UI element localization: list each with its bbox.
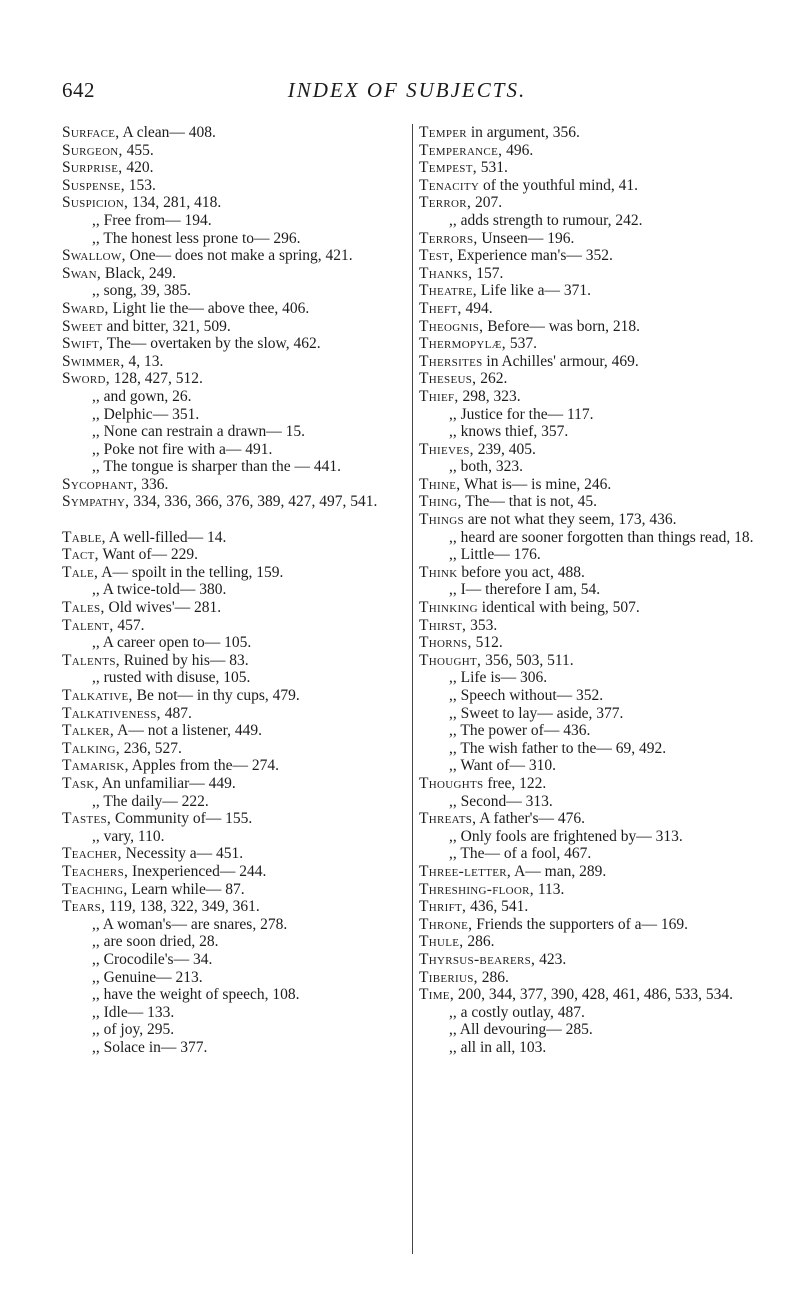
- entry-heading: Thanks,: [419, 264, 473, 282]
- page-header: [62, 78, 752, 110]
- index-entry: [419, 265, 759, 283]
- entry-heading: Thermopylæ,: [419, 335, 506, 353]
- entry-heading: Thinking: [419, 599, 478, 617]
- index-entry: [419, 300, 759, 318]
- entry-heading: Throne,: [419, 915, 473, 933]
- entry-text: ,, The— of a fool, 467.: [449, 845, 592, 863]
- index-subentry: [419, 1039, 759, 1057]
- entry-text: The— overtaken by the slow, 462.: [103, 335, 321, 353]
- entry-heading: Tenacity: [419, 176, 480, 194]
- index-subentry: [62, 1004, 397, 1022]
- index-entry: [419, 511, 759, 529]
- index-subentry: [62, 406, 397, 424]
- entry-heading: Talkative,: [62, 687, 133, 704]
- entry-heading: Sward,: [62, 299, 109, 317]
- entry-heading: Table,: [62, 528, 106, 546]
- entry-text: ,, A woman's— are snares, 278.: [92, 915, 288, 933]
- entry-heading: Tiberius,: [419, 968, 478, 986]
- index-entry: [62, 705, 397, 723]
- entry-heading: Teacher,: [62, 845, 122, 863]
- index-entry: [62, 335, 397, 353]
- entry-heading: Three-letter,: [419, 862, 512, 880]
- running-title: INDEX OF SUBJECTS.: [287, 78, 527, 102]
- index-entry: [419, 493, 759, 511]
- entry-heading: Thorns,: [419, 634, 472, 652]
- index-subentry: [62, 230, 397, 248]
- index-entry: [62, 370, 397, 388]
- entry-text: ,, Speech without— 352.: [449, 687, 604, 704]
- entry-heading: Talker,: [62, 722, 115, 740]
- entry-heading: Theatre,: [419, 282, 477, 300]
- index-entry: [62, 881, 397, 899]
- entry-heading: Threats,: [419, 810, 477, 828]
- index-subentry: [62, 969, 397, 987]
- entry-heading: Task,: [62, 774, 99, 792]
- entry-text: 298, 323.: [458, 387, 521, 405]
- index-entry: [62, 810, 397, 828]
- index-subentry: [62, 458, 397, 476]
- entry-heading: Thersites: [419, 352, 483, 370]
- entry-heading: Time,: [419, 986, 455, 1004]
- entry-text: ,, The daily— 222.: [92, 792, 209, 810]
- index-entry: [62, 564, 397, 582]
- entry-text: ,, Little— 176.: [449, 546, 541, 564]
- index-entry: [419, 652, 759, 670]
- index-entry: [419, 881, 759, 899]
- index-entry: [62, 194, 397, 212]
- index-subentry: [419, 669, 759, 687]
- entry-text: ,, of joy, 295.: [92, 1021, 175, 1039]
- entry-heading: Things: [419, 511, 464, 529]
- index-entry: [419, 564, 759, 582]
- index-subentry: [419, 212, 759, 230]
- entry-text: ,, rusted with disuse, 105.: [92, 669, 251, 687]
- entry-heading: Temperance,: [419, 141, 503, 159]
- index-subentry: [62, 634, 397, 652]
- index-subentry: [62, 669, 397, 687]
- index-column-right: [412, 124, 759, 1254]
- page-number: 642: [62, 78, 95, 102]
- index-entry: [62, 898, 397, 916]
- index-entry: [419, 617, 759, 635]
- entry-heading: Thoughts: [419, 774, 484, 792]
- entry-text: ,, Justice for the— 117.: [449, 405, 594, 423]
- index-subentry: [62, 423, 397, 441]
- index-subentry: [62, 441, 397, 459]
- index-entry: [419, 194, 759, 212]
- index-entry: [62, 757, 397, 775]
- index-subentry: [419, 423, 759, 441]
- entry-text: A— spoilt in the telling, 159.: [98, 563, 284, 581]
- index-subentry: [419, 705, 759, 723]
- entry-text: 200, 344, 377, 390, 428, 461, 486, 533, 534.: [454, 986, 734, 1004]
- entry-text: 420.: [122, 159, 154, 177]
- entry-text: 423.: [535, 950, 567, 968]
- entry-text: before you act, 488.: [457, 563, 585, 581]
- index-subentry: [62, 933, 397, 951]
- entry-text: ,, Solace in— 377.: [92, 1038, 208, 1056]
- entry-text: 262.: [476, 370, 508, 388]
- entry-text: Community of— 155.: [111, 810, 253, 828]
- entry-text: Unseen— 196.: [477, 229, 575, 247]
- index-entry: [419, 898, 759, 916]
- entry-text: ,, The wish father to the— 69, 492.: [449, 739, 667, 757]
- index-entry: [419, 951, 759, 969]
- index-subentry: [419, 458, 759, 476]
- entry-heading: Threshing-floor,: [419, 880, 534, 898]
- index-entry: [62, 599, 397, 617]
- index-entry: [62, 177, 397, 195]
- entry-text: ,, Free from— 194.: [92, 211, 212, 229]
- index-entry: [419, 142, 759, 160]
- index-entry: [62, 617, 397, 635]
- index-entry: [419, 969, 759, 987]
- index-entry: [419, 230, 759, 248]
- entry-text: 436, 541.: [466, 898, 529, 916]
- index-entry: [62, 652, 397, 670]
- index-subentry: [419, 581, 759, 599]
- index-subentry: [62, 951, 397, 969]
- index-entry: [419, 370, 759, 388]
- index-entry: [419, 247, 759, 265]
- entry-heading: Suspense,: [62, 176, 125, 194]
- entry-text: ,, The honest less prone to— 296.: [92, 229, 301, 247]
- entry-text: Black, 249.: [101, 264, 176, 282]
- index-entry: [419, 810, 759, 828]
- entry-text: Be not— in thy cups, 479.: [132, 687, 300, 704]
- entry-text: free, 122.: [483, 774, 547, 792]
- entry-text: Inexperienced— 244.: [128, 862, 267, 880]
- index-entry: [419, 159, 759, 177]
- entry-text: identical with being, 507.: [477, 599, 640, 617]
- index-entry: [62, 493, 397, 511]
- entry-heading: Talent,: [62, 616, 114, 634]
- entry-text: 336.: [137, 475, 169, 493]
- entry-text: 119, 138, 322, 349, 361.: [105, 898, 260, 916]
- entry-text: ,, adds strength to rumour, 242.: [449, 211, 643, 229]
- entry-heading: Tales,: [62, 599, 105, 617]
- entry-heading: Surgeon,: [62, 141, 123, 159]
- entry-text: 531.: [476, 159, 508, 177]
- entry-text: 457.: [113, 616, 145, 634]
- entry-text: are not what they seem, 173, 436.: [463, 511, 677, 529]
- entry-text: ,, Poke not fire with a— 491.: [92, 440, 273, 458]
- index-subentry: [419, 722, 759, 740]
- index-entry: [62, 159, 397, 177]
- index-subentry: [419, 793, 759, 811]
- index-subentry: [419, 406, 759, 424]
- index-entry: [62, 142, 397, 160]
- entry-text: Life like a— 371.: [476, 282, 591, 300]
- entry-heading: Tale,: [62, 563, 99, 581]
- section-gap: [62, 511, 397, 529]
- entry-heading: Tempest,: [419, 159, 477, 177]
- entry-text: ,, Sweet to lay— aside, 377.: [449, 704, 624, 722]
- entry-text: ,, and gown, 26.: [92, 387, 192, 405]
- entry-heading: Talkativeness,: [62, 704, 161, 722]
- entry-heading: Thief,: [419, 387, 459, 405]
- entry-text: ,, All devouring— 285.: [449, 1021, 593, 1039]
- entry-text: Light lie the— above thee, 406.: [108, 299, 310, 317]
- entry-text: ,, None can restrain a drawn— 15.: [92, 423, 306, 441]
- entry-text: ,, heard are sooner forgotten than things read, 18.: [449, 528, 754, 546]
- entry-text: An unfamiliar— 449.: [98, 774, 236, 792]
- entry-text: of the youthful mind, 41.: [479, 176, 639, 194]
- index-subentry: [419, 529, 759, 547]
- index-subentry: [62, 1021, 397, 1039]
- index-subentry: [419, 845, 759, 863]
- index-entry: [419, 916, 759, 934]
- index-entry: [62, 775, 397, 793]
- entry-heading: Test,: [419, 247, 454, 265]
- entry-heading: Teachers,: [62, 862, 129, 880]
- index-subentry: [62, 282, 397, 300]
- index-subentry: [419, 757, 759, 775]
- entry-text: A well-filled— 14.: [105, 528, 227, 546]
- entry-text: A— man, 289.: [511, 862, 607, 880]
- entry-heading: Temper: [419, 124, 467, 141]
- entry-heading: Surface,: [62, 124, 120, 141]
- index-entry: [62, 124, 397, 142]
- index-entry: [62, 863, 397, 881]
- entry-heading: Theseus,: [419, 370, 477, 388]
- entry-heading: Thyrsus-bearers,: [419, 950, 536, 968]
- entry-heading: Thine,: [419, 475, 461, 493]
- index-entry: [419, 441, 759, 459]
- index-subentry: [62, 581, 397, 599]
- entry-text: ,, song, 39, 385.: [92, 282, 192, 300]
- entry-text: 512.: [471, 634, 503, 652]
- entry-heading: Talents,: [62, 651, 120, 669]
- entry-text: 113.: [533, 880, 565, 898]
- index-subentry: [62, 388, 397, 406]
- index-entry: [62, 687, 397, 705]
- index-entry: [419, 124, 759, 142]
- index-subentry: [419, 828, 759, 846]
- entry-heading: Thought,: [419, 651, 482, 669]
- entry-text: Friends the supporters of a— 169.: [472, 915, 689, 933]
- entry-text: ,, Delphic— 351.: [92, 405, 200, 423]
- index-entry: [419, 177, 759, 195]
- entry-heading: Terror,: [419, 194, 472, 212]
- entry-text: 207.: [471, 194, 503, 212]
- index-entry: [62, 546, 397, 564]
- entry-text: 494.: [461, 299, 493, 317]
- entry-text: ,, Crocodile's— 34.: [92, 950, 213, 968]
- index-entry: [62, 529, 397, 547]
- entry-heading: Thrift,: [419, 898, 467, 916]
- index-subentry: [62, 828, 397, 846]
- index-subentry: [62, 793, 397, 811]
- entry-heading: Thing,: [419, 493, 462, 511]
- index-subentry: [419, 687, 759, 705]
- entry-text: ,, I— therefore I am, 54.: [449, 581, 601, 599]
- entry-text: Necessity a— 451.: [121, 845, 244, 863]
- entry-heading: Sweet: [62, 317, 103, 335]
- entry-text: One— does not make a spring, 421.: [125, 247, 353, 265]
- entry-text: Learn while— 87.: [127, 880, 245, 898]
- index-subentry: [419, 546, 759, 564]
- entry-text: 353.: [466, 616, 498, 634]
- entry-heading: Thirst,: [419, 616, 467, 634]
- entry-text: Old wives'— 281.: [104, 599, 222, 617]
- entry-text: 128, 427, 512.: [109, 370, 203, 388]
- index-entry: [419, 335, 759, 353]
- entry-heading: Think: [419, 563, 458, 581]
- entry-text: ,, Idle— 133.: [92, 1003, 175, 1021]
- entry-text: ,, A career open to— 105.: [92, 634, 252, 652]
- index-entry: [419, 353, 759, 371]
- index-entry: [419, 986, 759, 1004]
- entry-text: What is— is mine, 246.: [460, 475, 612, 493]
- entry-heading: Swallow,: [62, 247, 126, 265]
- entry-text: ,, are soon dried, 28.: [92, 933, 219, 951]
- index-subentry: [62, 212, 397, 230]
- index-entry: [62, 740, 397, 758]
- index-subentry: [62, 986, 397, 1004]
- entry-text: ,, Genuine— 213.: [92, 968, 203, 986]
- index-entry: [419, 863, 759, 881]
- index-entry: [62, 353, 397, 371]
- entry-text: and bitter, 321, 509.: [102, 317, 231, 335]
- entry-text: ,, A twice-told— 380.: [92, 581, 227, 599]
- entry-text: 537.: [505, 335, 537, 353]
- entry-heading: Sympathy,: [62, 493, 130, 511]
- entry-text: Want of— 229.: [98, 546, 199, 564]
- index-entry: [62, 247, 397, 265]
- entry-text: 286.: [477, 968, 509, 986]
- entry-heading: Sycophant,: [62, 475, 138, 493]
- entry-text: Before— was born, 218.: [483, 317, 641, 335]
- entry-text: 134, 281, 418.: [128, 194, 222, 212]
- entry-text: 4, 13.: [124, 352, 164, 370]
- entry-heading: Tastes,: [62, 810, 112, 828]
- index-subentry: [419, 740, 759, 758]
- index-entry: [62, 845, 397, 863]
- entry-text: 153.: [124, 176, 156, 194]
- entry-text: ,, The tongue is sharper than the — 441.: [92, 458, 341, 476]
- index-entry: [62, 476, 397, 494]
- entry-heading: Terrors,: [419, 229, 478, 247]
- entry-heading: Tears,: [62, 898, 106, 916]
- entry-text: Ruined by his— 83.: [119, 651, 249, 669]
- entry-heading: Thieves,: [419, 440, 474, 458]
- entry-heading: Theft,: [419, 299, 462, 317]
- entry-text: ,, vary, 110.: [92, 827, 165, 845]
- index-entry: [62, 265, 397, 283]
- entry-text: 157.: [472, 264, 504, 282]
- index-subentry: [419, 1004, 759, 1022]
- index-entry: [419, 933, 759, 951]
- entry-heading: Tact,: [62, 546, 99, 564]
- entry-heading: Talking,: [62, 739, 120, 757]
- entry-text: The— that is not, 45.: [461, 493, 597, 511]
- entry-text: ,, Want of— 310.: [449, 757, 556, 775]
- index-entry: [419, 388, 759, 406]
- entry-text: 239, 405.: [473, 440, 536, 458]
- entry-heading: Thule,: [419, 933, 464, 951]
- entry-text: Experience man's— 352.: [453, 247, 613, 265]
- entry-text: ,, knows thief, 357.: [449, 423, 569, 441]
- entry-heading: Theognis,: [419, 317, 484, 335]
- entry-heading: Surprise,: [62, 159, 123, 177]
- index-entry: [62, 300, 397, 318]
- entry-text: Apples from the— 274.: [128, 757, 280, 775]
- entry-heading: Sword,: [62, 370, 110, 388]
- entry-heading: Suspicion,: [62, 194, 129, 212]
- index-entry: [419, 599, 759, 617]
- entry-text: 455.: [122, 141, 154, 159]
- index-entry: [419, 282, 759, 300]
- entry-heading: Swan,: [62, 264, 102, 282]
- entry-text: 487.: [160, 704, 192, 722]
- entry-heading: Swift,: [62, 335, 104, 353]
- index-entry: [62, 722, 397, 740]
- entry-text: ,, Life is— 306.: [449, 669, 548, 687]
- index-entry: [419, 634, 759, 652]
- entry-text: ,, a costly outlay, 487.: [449, 1003, 585, 1021]
- entry-text: A clean— 408.: [119, 124, 216, 141]
- entry-text: in argument, 356.: [466, 124, 580, 141]
- entry-text: 496.: [502, 141, 534, 159]
- index-entry: [419, 318, 759, 336]
- entry-text: in Achilles' armour, 469.: [482, 352, 639, 370]
- index-subentry: [62, 916, 397, 934]
- index-subentry: [419, 1021, 759, 1039]
- entry-text: A father's— 476.: [476, 810, 586, 828]
- index-entry: [419, 476, 759, 494]
- entry-text: ,, all in all, 103.: [449, 1038, 547, 1056]
- entry-text: 334, 336, 366, 376, 389, 427, 497, 541.: [129, 493, 378, 511]
- index-entry: [419, 775, 759, 793]
- entry-heading: Teaching,: [62, 880, 128, 898]
- entry-text: ,, Second— 313.: [449, 792, 553, 810]
- index-subentry: [62, 1039, 397, 1057]
- entry-text: 286.: [463, 933, 495, 951]
- entry-text: 356, 503, 511.: [481, 651, 574, 669]
- entry-heading: Tamarisk,: [62, 757, 129, 775]
- entry-text: 236, 527.: [119, 739, 182, 757]
- entry-text: ,, both, 323.: [449, 458, 524, 476]
- entry-text: ,, The power of— 436.: [449, 722, 591, 740]
- entry-text: ,, have the weight of speech, 108.: [92, 986, 300, 1004]
- entry-text: ,, Only fools are frightened by— 313.: [449, 827, 683, 845]
- index-entry: [62, 318, 397, 336]
- entry-text: A— not a listener, 449.: [114, 722, 263, 740]
- index-column-left: [62, 124, 397, 1056]
- entry-heading: Swimmer,: [62, 352, 125, 370]
